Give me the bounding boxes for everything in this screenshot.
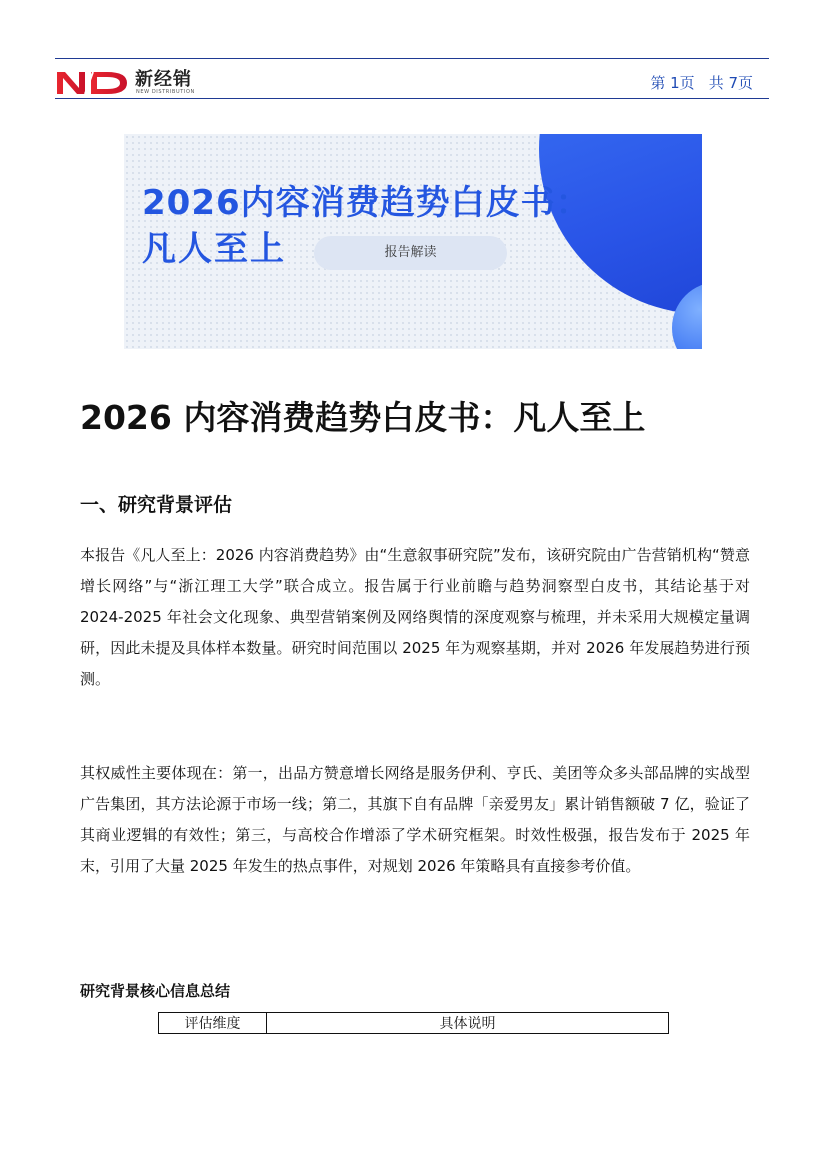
table-header-row <box>159 1013 669 1034</box>
logo-text: 新经销 <box>135 69 192 90</box>
page-current: 第 1页 <box>650 74 695 92</box>
summary-table <box>158 1012 669 1034</box>
top-rule <box>55 58 769 59</box>
nd-logo-icon <box>55 68 131 96</box>
logo-subtext: NEW DISTRIBUTION <box>136 89 195 95</box>
logo <box>55 64 195 98</box>
table-caption: 研究背景核心信息总结 <box>80 982 231 1000</box>
paragraph-2: 其权威性主要体现在：第一，出品方赞意增长网络是服务伊利、亨氏、美团等众多头部品牌的实战型广告集团，其方法论源于市场一线；第二，其旗下自有品牌「亲爱男友」累计销售额破 7 亿，验证了其商业逻辑的有效性；第三，与高校合作增添了学术研究框架。时效性极强，报告发布于 2025 年末，引用了大量 2025 年发生的热点事件，对规划 2026 年策略具有直接参考价值。 <box>80 764 750 875</box>
paragraph-1: 本报告《凡人至上：2026 内容消费趋势》由“生意叙事研究院”发布，该研究院由广告营销机构“赞意增长网络”与“浙江理工大学”联合成立。报告属于行业前瞻与趋势洞察型白皮书，其结论基于对 2024-2025 年社会文化现象、典型营销案例及网络舆情的深度观察与梳理，并未采用大规模定量调研，因此未提及具体样本数量。研究时间范围以 2025 年为观察基期，并对 2026 年发展趋势进行预测。 <box>80 546 750 688</box>
document-title: 2026 内容消费趋势白皮书：凡人至上 <box>80 398 646 437</box>
banner-title-line2: 凡人至上 <box>142 229 286 269</box>
table-header-dimension: 评估维度 <box>159 1013 267 1034</box>
page-total: 共 7页 <box>708 74 753 92</box>
table-header-description: 具体说明 <box>267 1013 669 1034</box>
page-number <box>636 72 753 93</box>
banner-image <box>124 134 702 349</box>
header-rule <box>55 98 769 99</box>
banner-title-line1: 2026内容消费趋势白皮书： <box>142 183 591 223</box>
banner-pill: 报告解读 <box>314 236 507 270</box>
section-heading: 一、研究背景评估 <box>80 494 233 516</box>
page-header <box>55 62 769 98</box>
